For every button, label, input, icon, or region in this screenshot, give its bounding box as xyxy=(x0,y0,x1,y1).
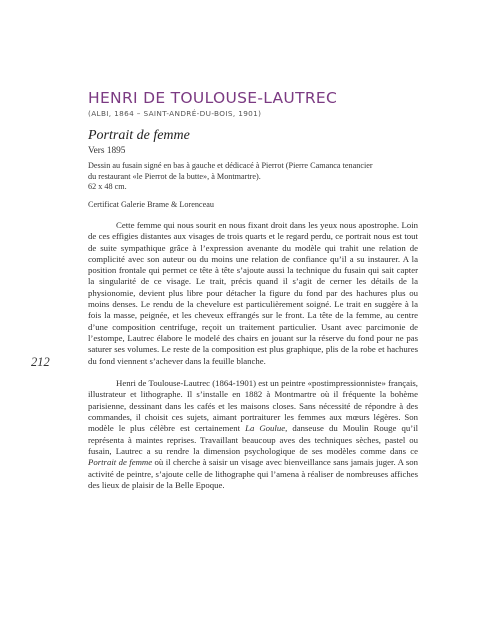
page-number: 212 xyxy=(31,355,50,369)
caption-line: du restaurant «le Pierrot de la butte», à Montmartre). xyxy=(88,171,261,181)
artwork-reference-la-goulue: La Goulue xyxy=(245,423,286,434)
artwork-reference-portrait: Portrait de femme xyxy=(88,457,153,468)
paragraph-description: Cette femme qui nous sourit en nous fixant droit dans les yeux nous apostrophe. Loin de ces effigies distantes aux visages de trois quarts et le regard perdu, ce portrait nous est tout de suite sympathique grâce à l’expression avenante du modèle qui trahit une relation de complicité avec son auteur ou du moins une relation de confiance qu’il a su instaurer. A la position frontale qui permet ce tête à tête s’ajoute aussi la technique du fusain qui sait capter la singularité de ce visage. Le trait, précis quand il s’agit de cerner les détails de la physionomie, devient plus libre pour détacher la figure du fond par des hachures plus ou moins denses. Le rendu de la chevelure est particulièrement soigné. Le trait en suggère à la fois la masse, peignée, et les cheveux effrangés sur le front. La tête de la femme, au centre d’une composition centrifuge, reçoit un traitement particulier. Usant avec parcimonie de l’estompe, Lautrec élabore le modelé des chairs en jouant sur la réserve du fond pour ne pas saturer ses volumes. Le reste de la composition est plus graphique, plis de la robe et hachures du fond viennent s’achever dans la feuille blanche. xyxy=(88,220,418,366)
work-caption xyxy=(88,161,418,193)
bio-text: Henri de Toulouse-Lautrec (1864-1901) est un peintre «postimpressionniste» français, illustrateur et lithographe. Il s’installe en 1882 à Montmartre où il fréquente la bohème parisienne, dessinant dans les cafés et les maisons closes. Sans nécessité de répondre à des commandes, il choisit ces sujets, aimant portraiturer les femmes aux mœurs légères. Son modèle le plus célèbre est certainement xyxy=(88,378,418,434)
body-text xyxy=(88,220,418,502)
caption-line: Dessin au fusain signé en bas à gauche et dédicacé à Pierrot (Pierre Camanca tenancier xyxy=(88,161,373,170)
certificate-note: Certificat Galerie Brame & Lorenceau xyxy=(88,200,214,209)
caption-line: 62 x 48 cm. xyxy=(88,182,127,192)
artist-dates: (ALBI, 1864 – SAINT-ANDRÉ-DU-BOIS, 1901) xyxy=(88,109,262,118)
work-date: Vers 1895 xyxy=(88,146,126,156)
artist-name: HENRI DE TOULOUSE-LAUTREC xyxy=(88,89,338,107)
bio-text: où il cherche à saisir un visage avec bienveillance sans jamais juger. A son activité de peintre, s’ajoute celle de lithographe qui l’amena à réaliser de nombreuses affiches des lieux de plaisir de la Belle Epoque. xyxy=(88,457,419,490)
bio-text: , danseuse du Moulin Rouge qu’il représenta à maintes reprises. Travaillant beaucoup aves des techniques sèches, pastel ou fusain, Lautrec a su rendre la dimension psychologique de ses modèles comme dans ce xyxy=(88,423,419,456)
paragraph-biography xyxy=(88,378,418,491)
work-title: Portrait de femme xyxy=(88,128,190,143)
